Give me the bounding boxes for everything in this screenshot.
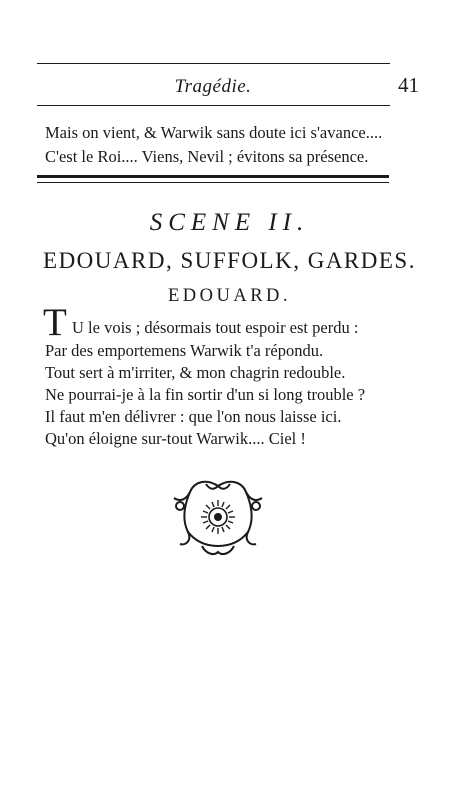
speech-line: Par des emportemens Warwik t'a répondu. xyxy=(45,341,324,360)
verse-line: C'est le Roi.... Viens, Nevil ; évitons sa présence. xyxy=(45,147,369,166)
speaker-name: EDOUARD. xyxy=(167,286,292,306)
scene-divider-thick xyxy=(37,175,389,178)
speech-line: Tout sert à m'irriter, & mon chagrin redouble. xyxy=(45,363,346,382)
speech-line: Qu'on éloigne sur-tout Warwik.... Ciel ! xyxy=(45,429,306,448)
speech-first-line: U le vois ; désormais tout espoir est perdu : xyxy=(72,318,359,337)
running-title: Tragédie. xyxy=(174,76,252,97)
scene-divider-thin xyxy=(37,182,389,183)
page-number: 41 xyxy=(398,73,419,97)
scene-characters: EDOUARD, SUFFOLK, GARDES. xyxy=(43,248,416,273)
header-bottom-rule xyxy=(37,105,390,106)
speech-line: Ne pourrai-je à la fin sortir d'un si long trouble ? xyxy=(45,385,366,404)
drop-cap: T xyxy=(43,301,67,344)
scene-title: SCENE II. xyxy=(149,209,310,236)
verse-line: Mais on vient, & Warwik sans doute ici s'avance.... xyxy=(45,123,383,142)
tailpiece-sunburst-icon xyxy=(166,476,270,558)
speech-line: Il faut m'en délivrer : que l'on nous laisse ici. xyxy=(45,407,342,426)
header-top-rule xyxy=(37,63,390,64)
